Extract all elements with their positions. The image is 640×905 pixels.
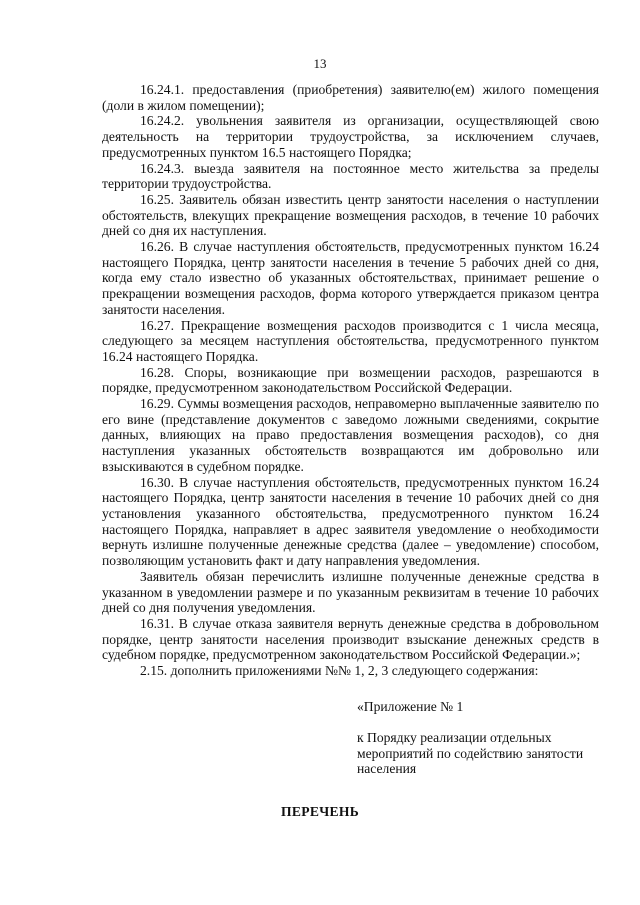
section-heading: ПЕРЕЧЕНЬ [280,804,359,819]
paragraph-16-25: 16.25. Заявитель обязан известить центр занятости населения о наступлении обстоятельств, влекущих прекращение возмещения расходов, в течение 10 рабочих дней со дня их наступления. [102,191,599,239]
paragraph-16-31: 16.31. В случае отказа заявителя вернуть денежные средства в добровольном порядке, центр занятости населения производит взыскание денежных средств в судебном порядке, предусмотренном законодательством Российской Федерации.»; [102,615,599,663]
paragraph-16-26: 16.26. В случае наступления обстоятельств, предусмотренных пунктом 16.24 настоящего Порядка, центр занятости населения в течение 5 рабочих дней со дня, когда ему стало известно об указанных обстоятельствах, принимает решение о прекращении возмещения расходов, форма которого утверждается приказом центра занятости населения. [102,239,599,317]
paragraph-2-15: 2.15. дополнить приложениями №№ 1, 2, 3 следующего содержания: [140,663,539,679]
document-body [102,82,599,679]
paragraph-16-30: 16.30. В случае наступления обстоятельств, предусмотренных пунктом 16.24 настоящего Порядка, центр занятости населения в течение 10 рабочих дней со дня установления указанного обстоятельства, предусмотренного пунктом 16.24 настоящего Порядка, направляет в адрес заявителя уведомление о необходимости вернуть излишне полученные денежные средства (далее – уведомление) способом, позволяющим установить факт и дату направления уведомления. [102,474,599,569]
paragraph-16-24-2: 16.24.2. увольнения заявителя из организации, осуществляющей свою деятельность на территории трудоустройства, за исключением случаев, предусмотренных пунктом 16.5 настоящего Порядка; [102,113,599,160]
paragraph-16-27: 16.27. Прекращение возмещения расходов производится с 1 числа месяца, следующего за месяцем наступления обстоятельства, предусмотренного пунктом 16.24 настоящего Порядка. [102,317,599,364]
page-number: 13 [313,56,327,71]
paragraph-16-24-3: 16.24.3. выезда заявителя на постоянное место жительства за пределы территории трудоустройства. [102,160,599,192]
paragraph-16-29: 16.29. Суммы возмещения расходов, неправомерно выплаченные заявителю по его вине (представление документов с заведомо ложными сведениями, сокрытие данных, влияющих на право предоставления возмещения расходов), со дня наступления указанных обстоятельств возвращаются им добровольно или взыскиваются в судебном порядке. [102,396,599,474]
attachment-title: «Приложение № 1 [357,699,464,714]
paragraph-refund-obligation: Заявитель обязан перечислить излишне полученные денежные средства в указанном в уведомлении размере и по указанным реквизитам в течение 10 рабочих дней со дня получения уведомления. [102,568,599,616]
paragraph-16-24-1: 16.24.1. предоставления (приобретения) заявителю(ем) жилого помещения (доли в жилом помещении); [102,82,599,113]
paragraph-16-28: 16.28. Споры, возникающие при возмещении расходов, разрешаются в порядке, предусмотренном законодательством Российской Федерации. [102,364,599,396]
attachment-reference: к Порядку реализации отдельных мероприятий по содействию занятости населения [357,730,584,777]
